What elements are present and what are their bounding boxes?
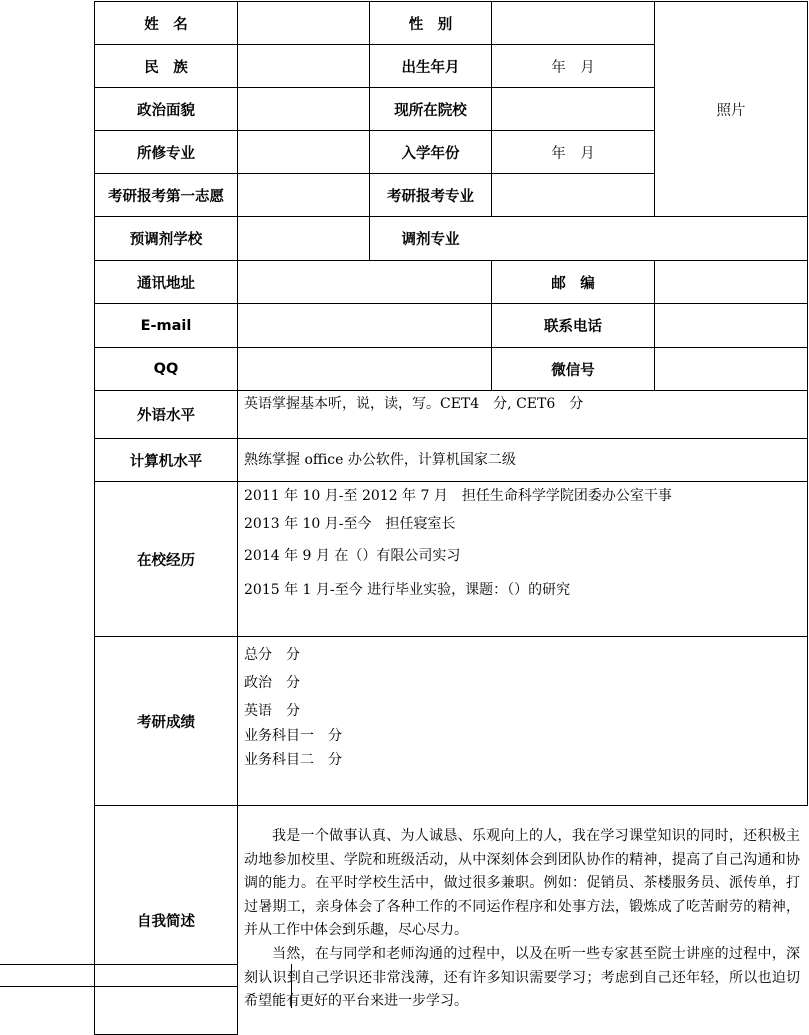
experience-item: 2015 年 1 月-至今 进行毕业实验，课题：（）的研究 (244, 582, 571, 598)
gender-value[interactable] (492, 2, 654, 44)
self-intro-paragraph: 当然，在与同学和老师沟通的过程中，以及在听一些专家甚至院士讲座的过程中，深刻认识到自己学识还非常浅薄，还有许多知识需要学习；考虑到自己还年轻，所以也迫切希望能有更好的平台来进一步学习。 (244, 946, 800, 1009)
label-major: 所修专业 (137, 145, 195, 162)
applied-major-value[interactable] (492, 174, 654, 216)
first-choice-value[interactable] (238, 174, 369, 216)
self-intro-paragraph: 我是一个做事认真、为人诚恳、乐观向上的人，我在学习课堂知识的同时，还积极主动地参加校里、学院和班级活动，从中深刻体会到团队协作的精神，提高了自己沟通和协调的能力。在平时学校生活中，做过很多兼职。例如：促销员、茶楼服务员、派传单，打过暑期工，亲身体会了各种工作的不同运作程序和处事方法，锻炼成了吃苦耐劳的精神，并从工作中体会到乐趣，尽心尽力。 (244, 828, 800, 938)
address-value[interactable] (238, 261, 491, 303)
label-scores: 考研成绩 (137, 714, 195, 731)
adjust-major-value[interactable] (492, 217, 807, 260)
politics-value[interactable] (238, 88, 369, 130)
score-item: 英语 分 (244, 703, 300, 719)
label-wechat: 微信号 (551, 362, 595, 379)
label-adjust-school: 预调剂学校 (129, 232, 203, 248)
wechat-value[interactable] (655, 348, 807, 390)
label-computer: 计算机水平 (129, 453, 203, 470)
label-first-choice: 考研报考第一志愿 (108, 188, 224, 205)
ethnicity-value[interactable] (238, 45, 369, 87)
major-value[interactable] (238, 131, 369, 173)
score-item: 业务科目一 分 (244, 728, 342, 744)
phone-value[interactable] (655, 304, 807, 347)
label-self-intro: 自我简述 (137, 913, 195, 930)
label-current-school: 现所在院校 (394, 102, 467, 119)
score-item: 业务科目二 分 (244, 752, 342, 768)
label-postcode: 邮 编 (551, 275, 595, 292)
experience-item: 2011 年 10 月-至 2012 年 7 月 担任生命科学学院团委办公室干事 (244, 488, 672, 504)
label-adjust-major: 调剂专业 (401, 232, 460, 248)
label-enroll-year: 入学年份 (401, 145, 460, 162)
foreign-lang-value[interactable]: 英语掌握基本听，说，读，写。CET4 分, CET6 分 (244, 396, 584, 412)
label-gender: 性 别 (408, 16, 453, 33)
label-applied-major: 考研报考专业 (387, 188, 474, 205)
label-name: 姓 名 (144, 16, 188, 33)
label-experience: 在校经历 (137, 552, 195, 569)
current-school-value[interactable] (492, 88, 654, 130)
label-foreign-lang: 外语水平 (137, 408, 195, 424)
experience-item: 2014 年 9 月 在（）有限公司实习 (244, 548, 461, 564)
score-item: 政治 分 (244, 675, 300, 691)
email-value[interactable] (238, 304, 491, 347)
label-address: 通讯地址 (137, 275, 195, 292)
label-phone: 联系电话 (544, 319, 602, 335)
adjust-school-value[interactable] (238, 217, 369, 260)
computer-value[interactable]: 熟练掌握 office 办公软件，计算机国家二级 (244, 452, 516, 468)
experience-item: 2013 年 10 月-至今 担任寝室长 (244, 516, 456, 532)
label-politics: 政治面貌 (137, 102, 195, 119)
qq-value[interactable] (238, 348, 491, 390)
name-value[interactable] (238, 2, 369, 44)
enroll-year-value[interactable]: 年 月 (551, 145, 595, 162)
birth-value[interactable]: 年 月 (551, 59, 595, 76)
postcode-value[interactable] (655, 261, 807, 303)
label-ethnicity: 民 族 (144, 59, 188, 76)
score-item: 总分 分 (244, 647, 300, 663)
label-email: E-mail (140, 317, 192, 334)
label-birth: 出生年月 (401, 59, 460, 76)
photo-box[interactable]: 照片 (716, 102, 746, 119)
label-qq: QQ (153, 361, 179, 377)
grid-line (807, 1, 808, 805)
